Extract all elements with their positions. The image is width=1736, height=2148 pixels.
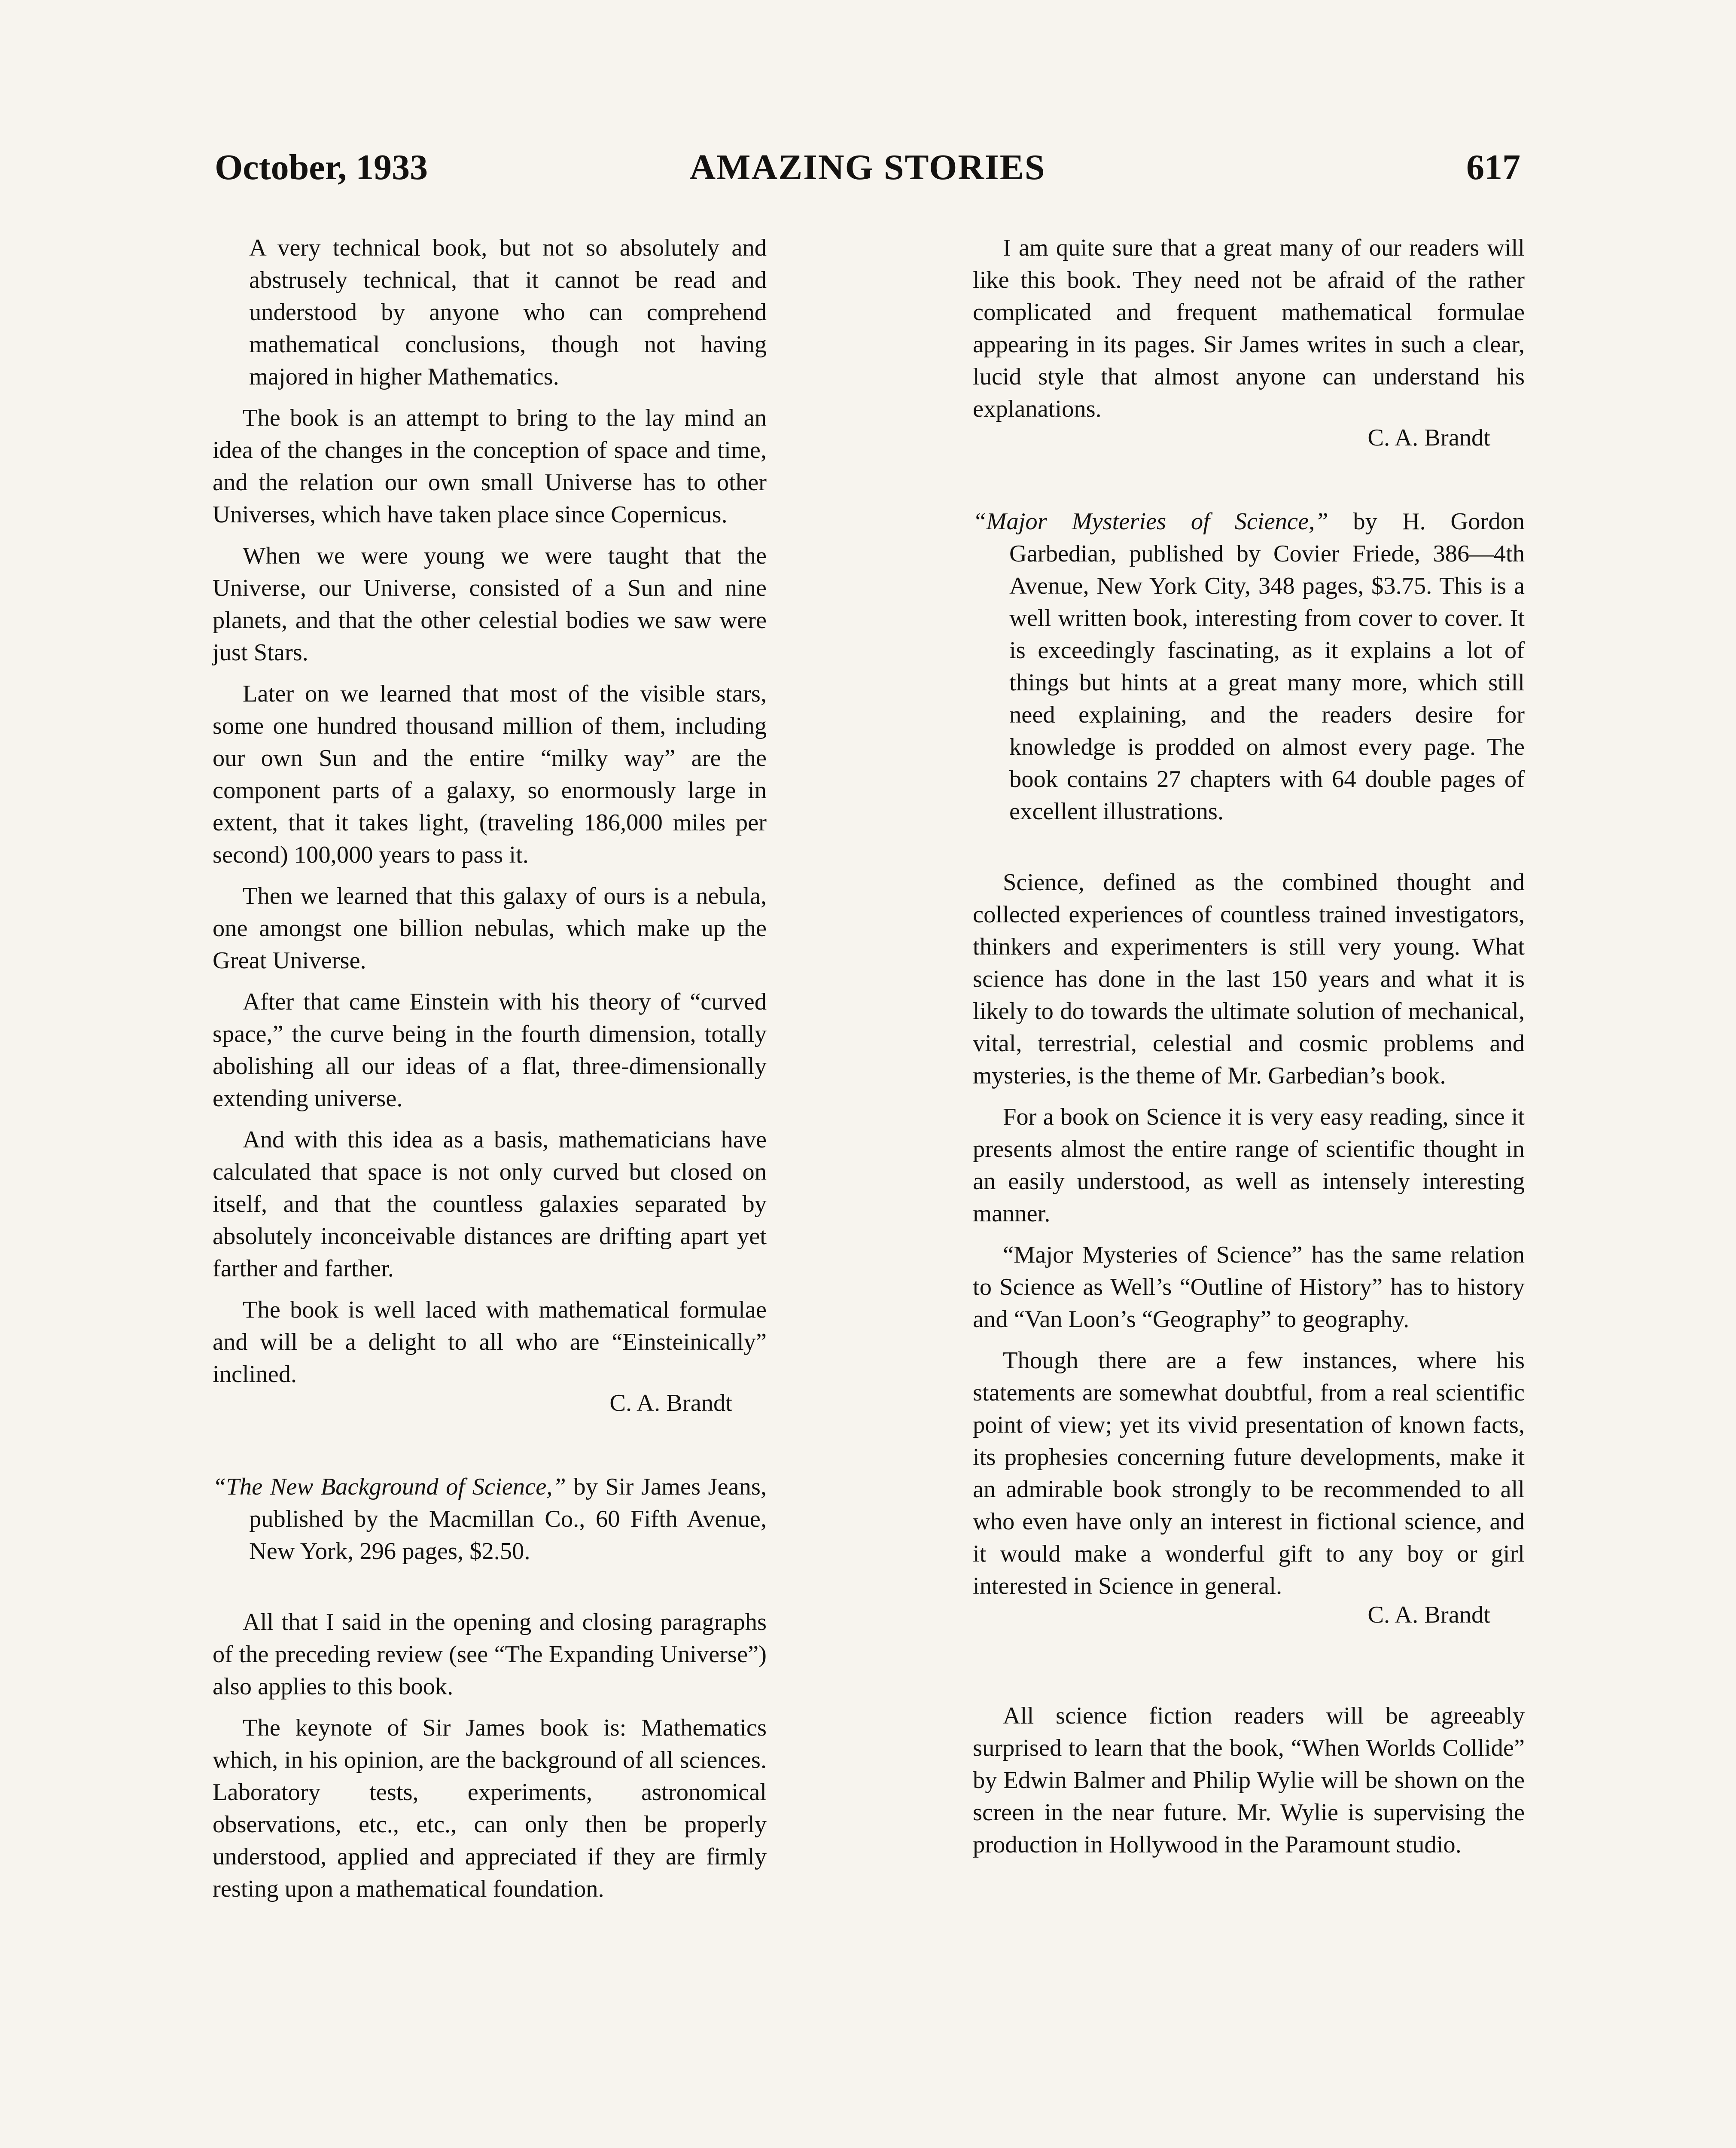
- magazine-title: AMAZING STORIES: [689, 147, 1046, 187]
- spacer: [973, 454, 1525, 506]
- issue-date: October, 1933: [215, 147, 428, 187]
- reviewer-signature: C. A. Brandt: [1367, 424, 1490, 451]
- book-title: “Major Mysteries of Science,”: [973, 508, 1328, 535]
- review-paragraph: And with this idea as a basis, mathematicians have calculated that space is not only curved but closed on itself, and that the countless galaxies separated by absolutely inconceivable distances are drifting apart yet farther and farther.: [213, 1126, 767, 1282]
- review-paragraph: When we were young we were taught that the Universe, our Universe, consisted of a Sun and nine planets, and that the other celestial bodies we saw were just Stars.: [213, 543, 767, 666]
- spacer: [973, 1631, 1525, 1700]
- review-paragraph: After that came Einstein with his theory of “curved space,” the curve being in the fourth dimension, totally abolishing all our ideas of a flat, three-dimensionally extending universe.: [213, 989, 767, 1112]
- review-paragraph: For a book on Science it is very easy reading, since it presents almost the entire range of scientific thought in an easily understood, as well as intensely interesting manner.: [973, 1104, 1525, 1227]
- right-column: [973, 232, 1525, 1870]
- spacer: [213, 1568, 767, 1606]
- running-header: [215, 142, 1520, 193]
- spacer: [213, 1419, 767, 1471]
- left-column: [213, 232, 767, 1914]
- page-number: 617: [1466, 147, 1520, 187]
- review-paragraph: All that I said in the opening and closing paragraphs of the preceding review (see “The Expanding Universe”) also applies to this book.: [213, 1609, 767, 1700]
- review-paragraph: The book is an attempt to bring to the lay mind an idea of the changes in the conception of space and time, and the relation our own small Universe has to other Universes, which have taken place since Copernicus.: [213, 405, 767, 528]
- book-title: “The New Background of Science,”: [213, 1474, 566, 1500]
- book-listing: [213, 1471, 767, 1568]
- reviewer-signature: C. A. Brandt: [609, 1390, 732, 1416]
- review-paragraph: Later on we learned that most of the visible stars, some one hundred thousand million of them, including our own Sun and the entire “milky way” are the component parts of a galaxy, so enormously large in extent, that it takes light, (traveling 186,000 miles per second) 100,000 years to pass it.: [213, 680, 767, 868]
- review-paragraph: A very technical book, but not so absolutely and abstrusely technical, that it cannot be read and understood by anyone who can comprehend mathematical conclusions, though not having majored in higher Mathematics.: [249, 235, 767, 390]
- review-paragraph: “Major Mysteries of Science” has the same relation to Science as Well’s “Outline of History” has to history and “Van Loon’s “Geography” to geography.: [973, 1242, 1525, 1333]
- review-paragraph: Then we learned that this galaxy of ours is a nebula, one amongst one billion nebulas, which make up the Great Universe.: [213, 883, 767, 974]
- review-paragraph: I am quite sure that a great many of our readers will like this book. They need not be afraid of the rather complicated and frequent mathematical formulae appearing in its pages. Sir James writes in such a clear, lucid style that almost anyone can understand his explanations.: [973, 235, 1525, 422]
- book-listing: [973, 506, 1525, 828]
- book-details: by Sir James Jeans, published by the Macmillan Co., 60 Fifth Avenue, New York, 296 pages, $2.50.: [249, 1474, 767, 1565]
- review-paragraph: The keynote of Sir James book is: Mathematics which, in his opinion, are the background of all sciences. Laboratory tests, experiments, astronomical observations, etc., etc., can only then be properly understood, applied and appreciated if they are firmly resting upon a mathematical foundation.: [213, 1715, 767, 1902]
- spacer: [973, 828, 1525, 867]
- review-paragraph: The book is well laced with mathematical formulae and will be a delight to all who are “Einsteinically” inclined.: [213, 1297, 767, 1388]
- review-paragraph: Though there are a few instances, where his statements are somewhat doubtful, from a real scientific point of view; yet its vivid presentation of known facts, its prophesies concerning future developments, make it an admirable book strongly to be recommended to all who even have only an interest in fictional science, and it would make a wonderful gift to any boy or girl interested in Science in general.: [973, 1347, 1525, 1599]
- review-paragraph: Science, defined as the combined thought and collected experiences of countless trained investigators, thinkers and experimenters is still very young. What science has done in the last 150 years and what it is likely to do towards the ultimate solution of mechanical, vital, terrestrial, celestial and cosmic problems and mysteries, is the theme of Mr. Garbedian’s book.: [973, 869, 1525, 1089]
- news-paragraph: All science fiction readers will be agreeably surprised to learn that the book, “When Worlds Collide” by Edwin Balmer and Philip Wylie will be shown on the screen in the near future. Mr. Wylie is supervising the production in Hollywood in the Paramount studio.: [973, 1703, 1525, 1858]
- reviewer-signature: C. A. Brandt: [1367, 1602, 1490, 1628]
- book-details: by H. Gordon Garbedian, published by Covier Friede, 386—4th Avenue, New York City, 348 pages, $3.75. This is a well written book, interesting from cover to cover. It is exceedingly fascinating, as it explains a lot of things but hints at a great many more, which still need explaining, and the readers desire for knowledge is prodded on almost every page. The book contains 27 chapters with 64 double pages of excellent illustrations.: [1009, 508, 1525, 825]
